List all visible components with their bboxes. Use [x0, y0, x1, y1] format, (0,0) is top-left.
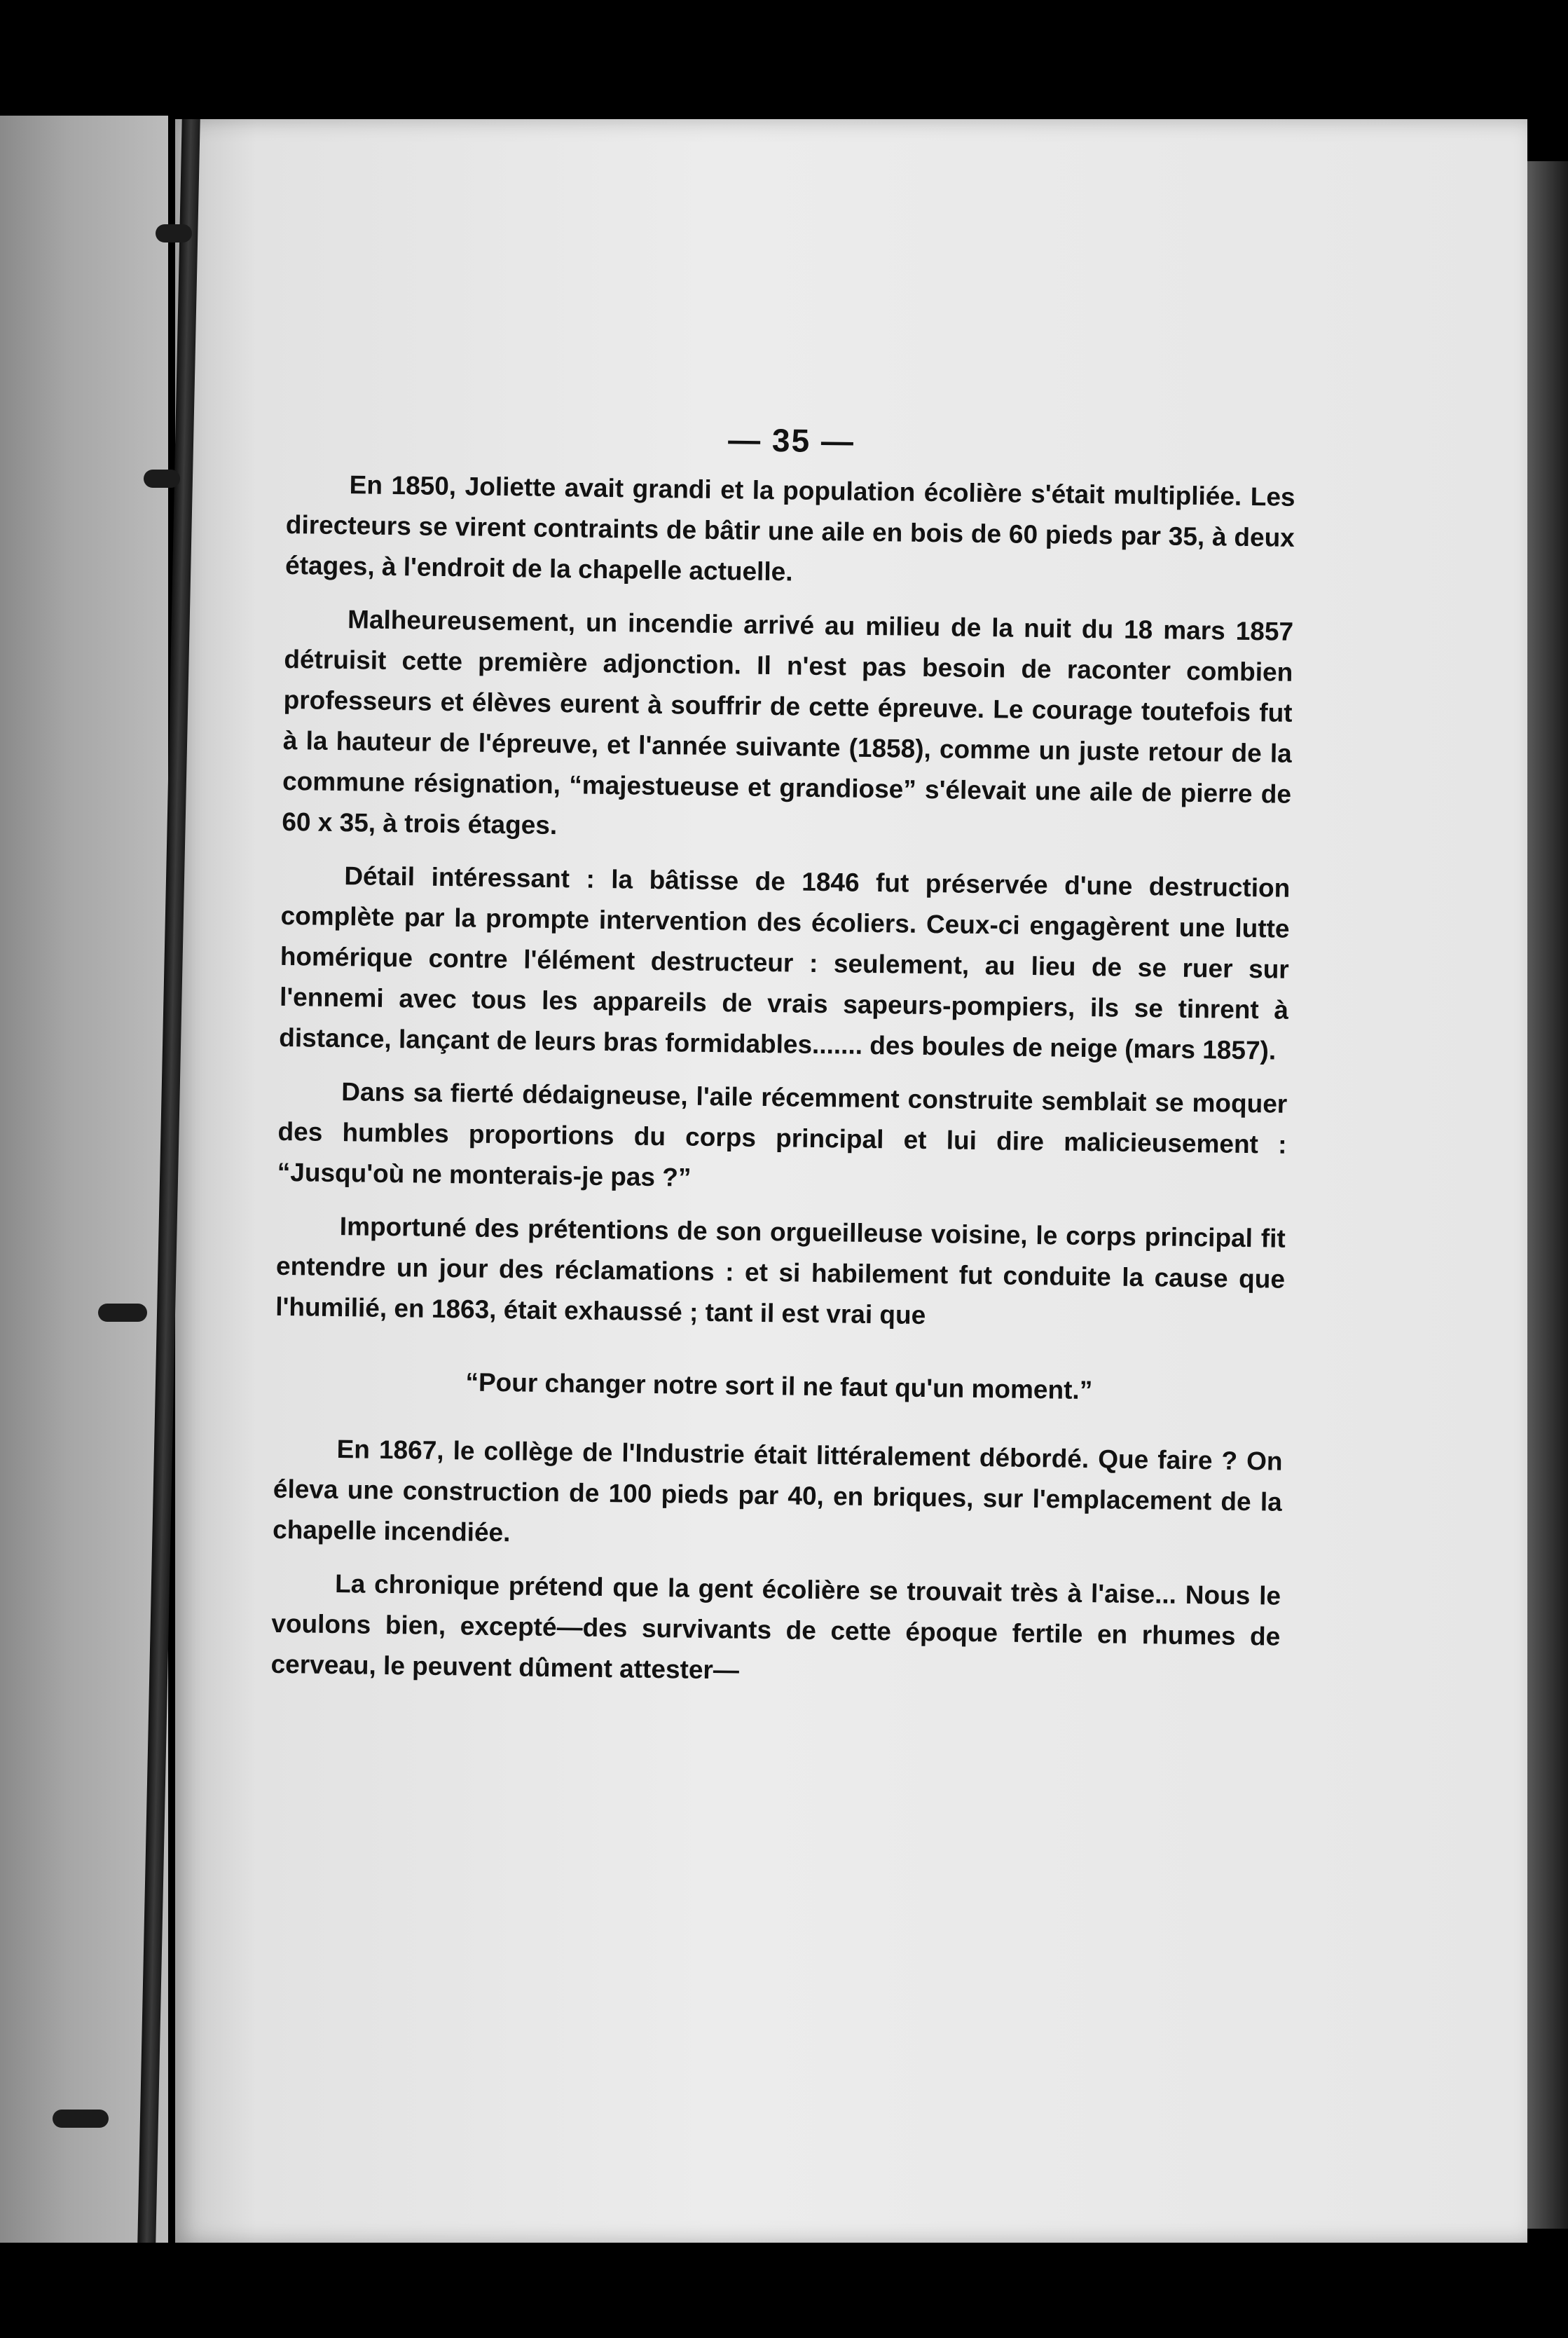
quotation: “Pour changer notre sort il ne faut qu'un moment.” [465, 1367, 1093, 1405]
right-page-edge [1527, 161, 1568, 2229]
paragraph: Importuné des prétentions de son orgueilleuse voisine, le corps principal fit entendre un jour des réclamations : et si habilement fut conduite la cause que l'humilié, en 1863, était exhaussé ; tant il est vrai que [275, 1212, 1286, 1330]
paragraph: Malheureusement, un incendie arrivé au milieu de la nuit du 18 mars 1857 détruisit cette première adjonction. Il n'est pas besoin de raconter combien professeurs et élèves eurent à souffrir de cette épreuve. Le courage toutefois fut à la hauteur de l'épreuve, et l'année suivante (1858), comme un juste retour de la commune résignation, “majestueuse et grandiose” s'élevait une aile de pierre de 60 x 35, à trois étages. [282, 605, 1294, 840]
paragraph: En 1867, le collège de l'Industrie était littéralement débordé. Que faire ? On éleva une construction de 100 pieds par 40, en briques, sur l'emplacement de la chapelle incendiée. [272, 1435, 1283, 1547]
page-text [270, 413, 1296, 1711]
binding-stitch [98, 1304, 147, 1322]
paragraph: En 1850, Joliette avait grandi et la population écolière s'était multipliée. Les directeurs se virent contraints de bâtir une aile en bois de 60 pieds par 35, à deux étages, à l'endroit de la chapelle actuelle. [284, 470, 1295, 587]
paragraph: Dans sa fierté dédaigneuse, l'aile récemment construite semblait se moquer des humbles proportions du corps principal et lui dire malicieusement : “Jusqu'où ne monterais-je pas ?” [277, 1077, 1288, 1192]
binding-stitch [53, 2110, 109, 2128]
binding-stitch [144, 470, 180, 488]
left-page-edge [0, 116, 168, 2243]
binding-stitch [156, 224, 192, 242]
paragraph: La chronique prétend que la gent écolière se trouvait très à l'aise... Nous le voulons bien, excepté—des survivants de cette époque fertile en rhumes de cerveau, le peuvent dûment attester— [270, 1569, 1281, 1685]
paragraph: Détail intéressant : la bâtisse de 1846 fut préservée d'une destruction complète par la prompte intervention des écoliers. Ceux-ci engagèrent une lutte homérique contre l'élément destructeur : seulement, au lieu de se ruer sur l'ennemi avec tous les appareils de vrais sapeurs-pompiers, ils se tinrent à distance, lançant de leurs bras formidables....... des boules de neige (mars 1857). [279, 861, 1291, 1065]
page-number: — 35 — [727, 421, 855, 460]
